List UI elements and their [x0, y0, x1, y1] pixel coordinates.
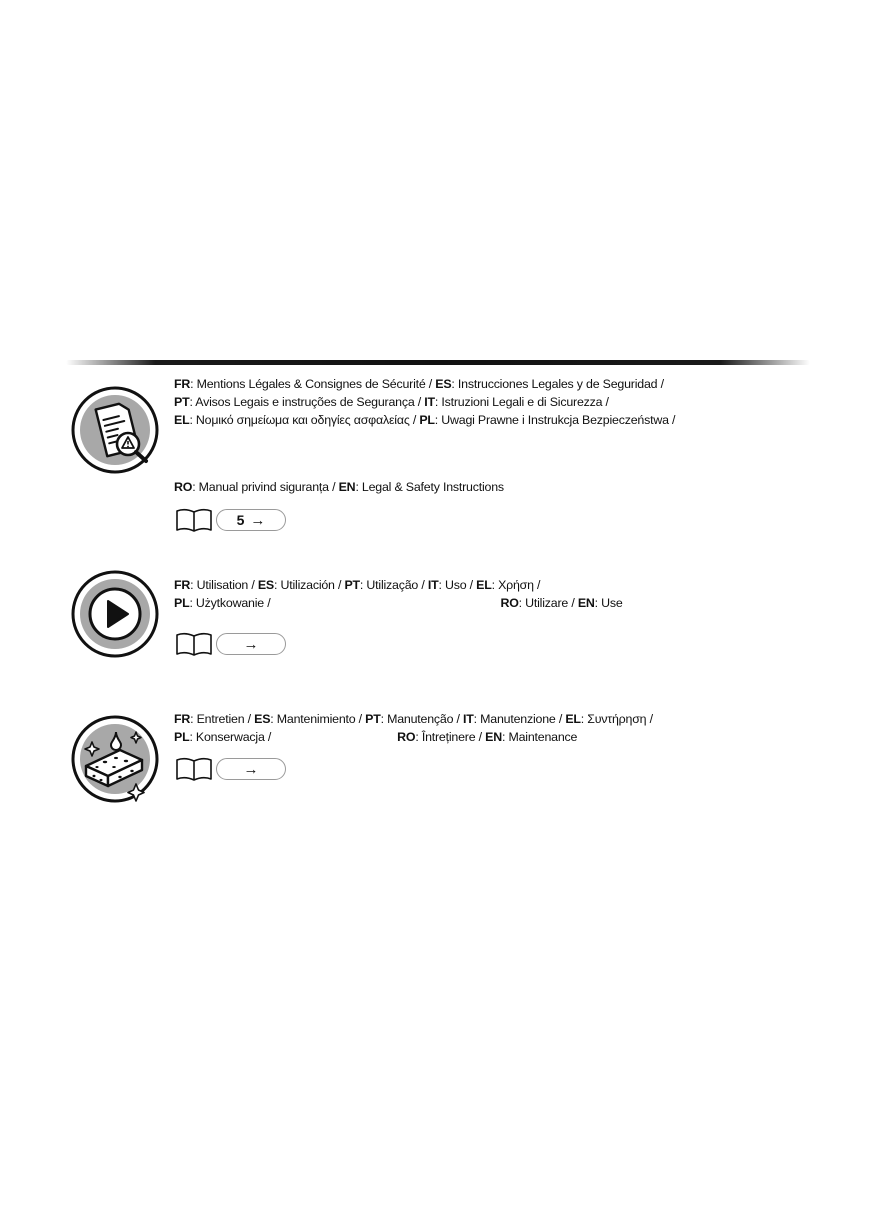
lang-text: : Użytkowanie /	[189, 596, 271, 610]
page-number-pill[interactable]	[216, 758, 286, 780]
lang-text: : Manutenção /	[380, 712, 464, 726]
maintenance-text	[174, 710, 653, 746]
book-icon	[174, 507, 214, 533]
arrow-right-icon: →	[243, 760, 259, 778]
lang-text: : Mentions Légales & Consignes de Sécurité /	[190, 377, 436, 391]
lang-text: : Συντήρηση /	[580, 712, 653, 726]
page-number-pill[interactable]	[216, 633, 286, 655]
lang-code: PL	[174, 596, 190, 610]
lang-code: EN	[338, 480, 356, 494]
lang-text: : Uwagi Prawne i Instrukcja Bezpieczeństwa /	[434, 413, 676, 427]
lang-code: ES	[435, 377, 452, 391]
lang-text: : Utilização /	[359, 578, 428, 592]
header-divider	[66, 360, 810, 365]
legal-safety-text	[174, 375, 675, 429]
page-number-pill[interactable]	[216, 509, 286, 531]
lang-code: PT	[174, 395, 190, 409]
lang-code: IT	[424, 395, 435, 409]
lang-code: EL	[174, 413, 190, 427]
text-line	[174, 375, 675, 393]
lang-code: EN	[577, 596, 595, 610]
text-line	[174, 411, 675, 429]
lang-text: : Mantenimiento /	[270, 712, 366, 726]
lang-text: : Instrucciones Legales y de Seguridad /	[451, 377, 664, 391]
lang-text: : Νομικό σημείωμα και οδηγίες ασφαλείας /	[189, 413, 420, 427]
lang-code: IT	[463, 712, 474, 726]
arrow-right-icon: →	[243, 635, 259, 653]
lang-text: : Utilisation /	[190, 578, 258, 592]
arrow-right-icon: →	[250, 511, 266, 529]
lang-text: : Entretien /	[190, 712, 255, 726]
lang-text: : Manutenzione /	[473, 712, 566, 726]
lang-code: ES	[257, 578, 274, 592]
lang-code: FR	[174, 377, 191, 391]
lang-code: RO	[500, 596, 519, 610]
page-reference[interactable]	[174, 757, 286, 781]
page-number: 5	[236, 512, 245, 528]
lang-text: : Avisos Legais e instruções de Segurança /	[189, 395, 425, 409]
book-icon	[174, 756, 214, 782]
page-reference[interactable]	[174, 632, 286, 656]
legal-document-warning-icon	[70, 385, 160, 475]
lang-text: : Konserwacja /	[189, 730, 272, 744]
use-text	[174, 576, 623, 612]
lang-code: PL	[174, 730, 190, 744]
lang-text: : Legal & Safety Instructions	[355, 480, 504, 494]
lang-code: EN	[485, 730, 502, 744]
lang-code: PT	[365, 712, 381, 726]
text-line	[174, 728, 653, 746]
sponge-cleaning-icon	[70, 714, 160, 804]
lang-code: EL	[565, 712, 581, 726]
lang-code: RO	[397, 730, 416, 744]
lang-text: : Maintenance	[501, 730, 578, 744]
lang-text: : Uso /	[438, 578, 477, 592]
lang-text: : Manual privind siguranța /	[192, 480, 339, 494]
lang-text: : Use	[594, 596, 623, 610]
book-icon	[174, 631, 214, 657]
text-line	[174, 576, 623, 594]
lang-code: EL	[476, 578, 492, 592]
lang-code: FR	[174, 712, 191, 726]
lang-text: : Χρήση /	[491, 578, 541, 592]
legal-safety-text-ro-en	[174, 478, 504, 496]
lang-code: PT	[344, 578, 360, 592]
lang-text: : Întreținere /	[415, 730, 486, 744]
text-line	[174, 710, 653, 728]
lang-code: PL	[419, 413, 435, 427]
lang-code: IT	[427, 578, 439, 592]
lang-text: : Utilizare /	[518, 596, 578, 610]
lang-code: FR	[174, 578, 191, 592]
lang-text: : Utilización /	[274, 578, 345, 592]
text-line	[174, 478, 504, 496]
text-line	[174, 393, 675, 411]
lang-code: RO	[174, 480, 193, 494]
lang-text: : Istruzioni Legali e di Sicurezza /	[434, 395, 609, 409]
text-line	[174, 594, 623, 612]
lang-code: ES	[254, 712, 271, 726]
page-reference[interactable]	[174, 508, 286, 532]
play-icon	[70, 569, 160, 659]
